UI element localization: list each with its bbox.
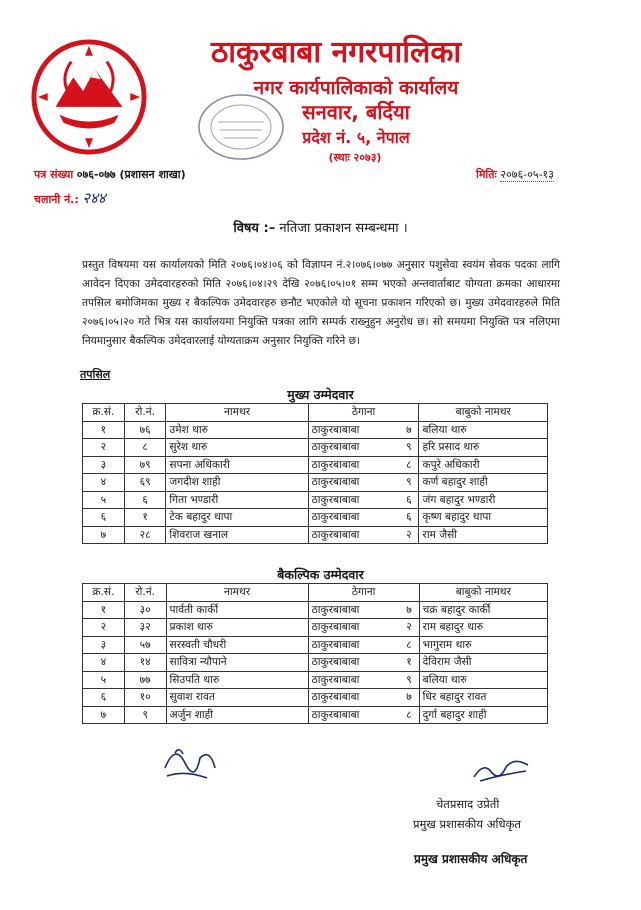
column-header-serial: क्र.सं. — [83, 584, 125, 602]
cell-serial: २ — [83, 439, 125, 457]
cell-serial: ७ — [83, 706, 125, 724]
office-name: नगर कार्यपालिकाको कार्यालय — [253, 77, 459, 99]
cell-father: दुर्गा बहादुर शाही — [419, 706, 547, 724]
dispatch-number-value: २४४ — [82, 189, 106, 207]
cell-roll: ६ — [124, 491, 166, 509]
table-row — [83, 421, 548, 439]
cell-name: अर्जुन शाही — [166, 706, 308, 724]
column-header-roll: रो.नं. — [124, 584, 166, 602]
handwritten-signature-right-icon — [470, 755, 532, 785]
subject-line — [0, 218, 641, 236]
cell-name: सरस्वती चौधरी — [166, 636, 308, 654]
table-row — [83, 456, 548, 474]
cell-serial: २ — [83, 619, 125, 637]
table-row — [83, 474, 548, 492]
cell-ward: ८ — [399, 636, 419, 654]
cell-roll: ७९ — [124, 456, 166, 474]
cell-name: पार्वती कार्की — [166, 601, 308, 619]
cell-father: कपुरे अधिकारी — [419, 456, 548, 474]
dispatch-number-label: चलानी नं.: — [34, 193, 79, 206]
cell-serial: ३ — [83, 636, 125, 654]
cell-father: धिर बहादुर रावत — [419, 689, 547, 707]
main-candidates-title: मुख्य उम्मेदवार — [287, 387, 354, 402]
cell-name: गिता भण्डारी — [166, 491, 308, 509]
cell-ward: ७ — [399, 601, 419, 619]
cell-ward: ९ — [399, 671, 419, 689]
cell-serial: ५ — [83, 671, 125, 689]
cell-roll: ९ — [124, 706, 166, 724]
cell-father: जंग बहादुर भण्डारी — [419, 491, 548, 509]
cell-roll: ३२ — [124, 619, 166, 637]
alternate-candidates-table — [82, 583, 548, 724]
cell-address: ठाकुरबाबाबा — [308, 671, 399, 689]
column-header-father: बाबुको नामथर — [419, 404, 548, 422]
cell-ward: ७ — [399, 421, 419, 439]
cell-ward: १ — [399, 654, 419, 672]
cell-serial: ६ — [83, 689, 125, 707]
cell-roll: ८ — [124, 439, 166, 457]
cell-ward: ६ — [399, 491, 419, 509]
cell-roll: १४ — [124, 654, 166, 672]
cell-roll: ७६ — [124, 421, 166, 439]
column-header-name: नामथर — [166, 584, 308, 602]
column-header-roll: रो.नं. — [124, 404, 166, 422]
signatory-title: प्रमुख प्रशासकीय अधिकृत — [413, 817, 521, 831]
table-row — [83, 509, 548, 527]
cell-name: शिवराज खनाल — [166, 526, 308, 544]
cell-roll: १० — [124, 689, 166, 707]
cell-father: बलिया थारु — [419, 671, 547, 689]
cell-address: ठाकुरबाबाबा — [308, 619, 399, 637]
cell-address: ठाकुरबाबाबा — [308, 636, 399, 654]
established-year: (स्थाः २०७३) — [328, 151, 382, 164]
cell-address: ठाकुरबाबाबा — [308, 654, 399, 672]
cell-address: ठाकुरबाबाबा — [308, 706, 399, 724]
municipality-title: ठाकुरबाबा नगरपालिका — [210, 35, 462, 70]
cell-roll: ६९ — [124, 474, 166, 492]
cell-address: ठाकुरबाबाबा — [308, 509, 399, 527]
subject-text: नतिजा प्रकाशन सम्बन्धमा । — [279, 221, 408, 236]
table-row — [83, 439, 548, 457]
cell-serial: ४ — [83, 654, 125, 672]
cell-address: ठाकुरबाबाबा — [308, 456, 399, 474]
letter-number-value: ०७६-०७७ (प्रशासन शाखा) — [76, 168, 186, 181]
cell-serial: ७ — [83, 526, 125, 544]
cell-name: टेक बहादुर थापा — [166, 509, 308, 527]
municipality-emblem-icon — [30, 38, 148, 156]
cell-father: चक्र बहादुर कार्की — [419, 601, 547, 619]
office-city: सनवार, बर्दिया — [302, 100, 410, 124]
office-seal-stamp-icon — [196, 92, 286, 162]
main-candidates-table — [82, 403, 548, 544]
cell-serial: ३ — [83, 456, 125, 474]
cell-roll: १ — [124, 509, 166, 527]
cell-ward: ९ — [399, 474, 419, 492]
column-header-name: नामथर — [166, 404, 308, 422]
table-row — [83, 491, 548, 509]
cell-address: ठाकुरबाबाबा — [308, 474, 399, 492]
cell-father: बलिया थारु — [419, 421, 548, 439]
cell-father: हरि प्रसाद थारु — [419, 439, 548, 457]
cell-name: सुरेश थारु — [166, 439, 308, 457]
cell-ward: ८ — [399, 456, 419, 474]
cell-address: ठाकुरबाबाबा — [308, 491, 399, 509]
table-row — [83, 706, 548, 724]
annex-label: तपसिल — [80, 368, 111, 381]
cell-ward: ८ — [399, 706, 419, 724]
letter-date — [476, 167, 554, 182]
dispatch-number — [34, 188, 106, 208]
cell-roll: ५७ — [124, 636, 166, 654]
column-header-address: ठेगाना — [308, 404, 419, 422]
cell-ward: २ — [399, 526, 419, 544]
cell-address: ठाकुरबाबाबा — [308, 421, 399, 439]
alternate-candidates-rows — [83, 601, 548, 724]
cell-address: ठाकुरबाबाबा — [308, 601, 399, 619]
column-header-serial: क्र.सं. — [83, 404, 125, 422]
cell-name: सपना अधिकारी — [166, 456, 308, 474]
letter-number — [34, 167, 186, 182]
letter-number-label: पत्र संख्या — [34, 168, 74, 181]
table-header-row — [83, 584, 548, 602]
handwritten-signature-left-icon — [155, 738, 225, 788]
cell-roll: २८ — [124, 526, 166, 544]
cell-ward: ७ — [399, 689, 419, 707]
notice-body: प्रस्तुत विषयमा यस कार्यालयको मिति २०७६।०४।०६ को विज्ञापन नं.२।०७६।०७७ अनुसार पशुसेवा स्वयंम सेवक पदका लागि आवेदन दिएका उमेदवारहरुको मिति २०७६।०४।२९ देखि २०७६।०५।०१ सम्म भएको अन्तवार्ताबाट योग्यता क्रमका आधारमा तपसिल बमोजिमका मुख्य र बैकल्पिक उमेदवारहरु छनौट भएकोले यो सूचना प्रकाशन गरिएको छ। मुख्य उमेदवारहरुले मिति २०७६।०५।२० गते भित्र यस कार्यालयमा नियुक्ति पत्रका लागि सम्पर्क राख्नुहुन अनुरोध छ। सो समयमा नियुक्ति पत्र नलिएमा नियमानुसार बैकल्पिक उमेदवारलाई योग्यताक्रम अनुसार नियुक्ति गरिने छ। — [82, 259, 560, 347]
cell-address: ठाकुरबाबाबा — [308, 526, 399, 544]
cell-name: प्रकाश थारु — [166, 619, 308, 637]
table-row — [83, 636, 548, 654]
cell-father: कर्ण बहादुर शाही — [419, 474, 548, 492]
main-candidates-rows — [83, 421, 548, 544]
alternate-candidates-title: बैकल्पिक उम्मेदवार — [277, 567, 364, 582]
cell-father: राम जैसी — [419, 526, 548, 544]
table-row — [83, 619, 548, 637]
column-header-address: ठेगाना — [308, 584, 419, 602]
cell-name: जगदीश शाही — [166, 474, 308, 492]
cell-name: सुवाश रावत — [166, 689, 308, 707]
table-row — [83, 654, 548, 672]
letter-date-value: २०७६-०५-१३ — [500, 168, 554, 181]
cell-name: उमेश थारु — [166, 421, 308, 439]
signatory-name: चेतप्रसाद उप्रेती — [436, 797, 500, 811]
table-row — [83, 601, 548, 619]
cell-serial: ५ — [83, 491, 125, 509]
cell-father: भागुराम थारु — [419, 636, 547, 654]
signatory-stamp: प्रमुख प्रशासकीय अधिकृत — [414, 852, 528, 866]
cell-roll: ३० — [124, 601, 166, 619]
cell-ward: ६ — [399, 509, 419, 527]
cell-father: राम बहादुर थारु — [419, 619, 547, 637]
subject-label: विषय :– — [233, 221, 276, 236]
table-row — [83, 689, 548, 707]
cell-ward: ९ — [399, 439, 419, 457]
cell-address: ठाकुरबाबाबा — [308, 689, 399, 707]
cell-serial: १ — [83, 601, 125, 619]
cell-serial: १ — [83, 421, 125, 439]
cell-ward: २ — [399, 619, 419, 637]
cell-name: सिउपति थारु — [166, 671, 308, 689]
office-province: प्रदेश नं. ५, नेपाल — [302, 128, 410, 147]
cell-name: सावित्रा न्यौपाने — [166, 654, 308, 672]
cell-father: देविराम जैसी — [419, 654, 547, 672]
table-row — [83, 671, 548, 689]
cell-father: कृष्ण बहादुर थापा — [419, 509, 548, 527]
cell-address: ठाकुरबाबाबा — [308, 439, 399, 457]
letter-date-label: मितिः — [476, 168, 497, 181]
table-row — [83, 526, 548, 544]
cell-serial: ४ — [83, 474, 125, 492]
cell-serial: ६ — [83, 509, 125, 527]
cell-roll: ७७ — [124, 671, 166, 689]
column-header-father: बाबुको नामथर — [419, 584, 547, 602]
table-header-row — [83, 404, 548, 422]
